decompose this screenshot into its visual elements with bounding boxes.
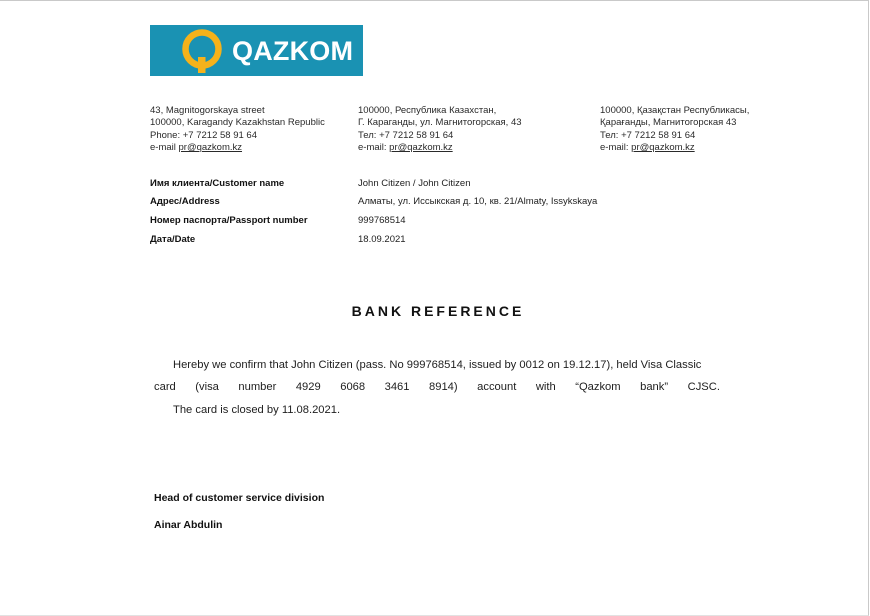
signatory-position: Head of customer service division [154, 492, 325, 504]
email-label: e-mail: [600, 142, 632, 154]
email-link[interactable]: pr@qazkom.kz [178, 142, 243, 154]
signatory-name: Ainar Abdulin [154, 519, 223, 531]
customer-name-value: John Citizen / John Citizen [358, 178, 471, 189]
phone-number: +7 7212 58 91 64 [379, 129, 454, 141]
email-line [600, 142, 749, 154]
reference-word: 8914) [429, 381, 458, 393]
reference-word: “Qazkom [575, 381, 621, 393]
reference-word: bank” [640, 381, 669, 393]
address-line: Г. Караганды, ул. Магнитогорская, 43 [358, 117, 522, 129]
reference-word: 3461 [384, 381, 410, 393]
reference-word: account [477, 381, 517, 393]
phone-label: Тел: [358, 129, 380, 141]
phone-number: +7 7212 58 91 64 [182, 129, 257, 141]
phone-label: Тел: [600, 129, 622, 141]
passport-number-label: Номер паспорта/Passport number [150, 215, 308, 226]
reference-word: with [535, 381, 556, 393]
reference-word: 4929 [295, 381, 321, 393]
qazkom-q-mark-icon [150, 25, 230, 76]
phone-label: Phone: [150, 129, 183, 141]
logo-text: QAZKOM [232, 36, 354, 66]
phone-number: +7 7212 58 91 64 [621, 129, 696, 141]
phone-line [150, 130, 325, 142]
document-title: BANK REFERENCE [351, 303, 525, 319]
qazkom-logo [150, 25, 363, 76]
reference-word: 6068 [340, 381, 366, 393]
date-value: 18.09.2021 [358, 234, 406, 245]
reference-text-line-3: The card is closed by 11.08.2021. [173, 404, 341, 416]
customer-name-label: Имя клиента/Customer name [150, 178, 285, 189]
reference-word: card [154, 381, 176, 393]
email-link[interactable]: pr@qazkom.kz [389, 142, 453, 154]
reference-word: number [238, 381, 277, 393]
reference-text-line-1: Hereby we confirm that John Citizen (pass. No 999768514, issued by 0012 on 19.12.17), held Visa Classic [173, 359, 702, 371]
address-russian [358, 105, 522, 155]
passport-number-value: 999768514 [358, 215, 406, 226]
address-line: 43, Magnitogorskaya street [150, 105, 265, 116]
customer-address-value: Алматы, ул. Иссыкская д. 10, кв. 21/Almaty, Issykskaya [358, 196, 598, 207]
email-link[interactable]: pr@qazkom.kz [631, 142, 695, 154]
address-line: 100000, Karagandy Kazakhstan Republic [150, 117, 325, 129]
email-line [358, 142, 522, 154]
reference-word: CJSC. [687, 381, 720, 393]
email-line [150, 142, 325, 154]
email-label: e-mail [150, 142, 179, 154]
address-line: Қарағанды, Магнитогорская 43 [600, 117, 737, 129]
address-line: 100000, Республика Казахстан, [358, 105, 497, 116]
email-label: e-mail: [358, 142, 390, 154]
date-label: Дата/Date [150, 234, 196, 245]
reference-text-line-2 [154, 380, 720, 394]
phone-line [600, 130, 749, 142]
address-kazakh [600, 105, 749, 155]
address-english [150, 105, 325, 155]
address-line: 100000, Қазақстан Республикасы, [600, 105, 750, 116]
phone-line [358, 130, 522, 142]
reference-word: (visa [195, 381, 219, 393]
customer-address-label: Адрес/Address [150, 196, 220, 207]
